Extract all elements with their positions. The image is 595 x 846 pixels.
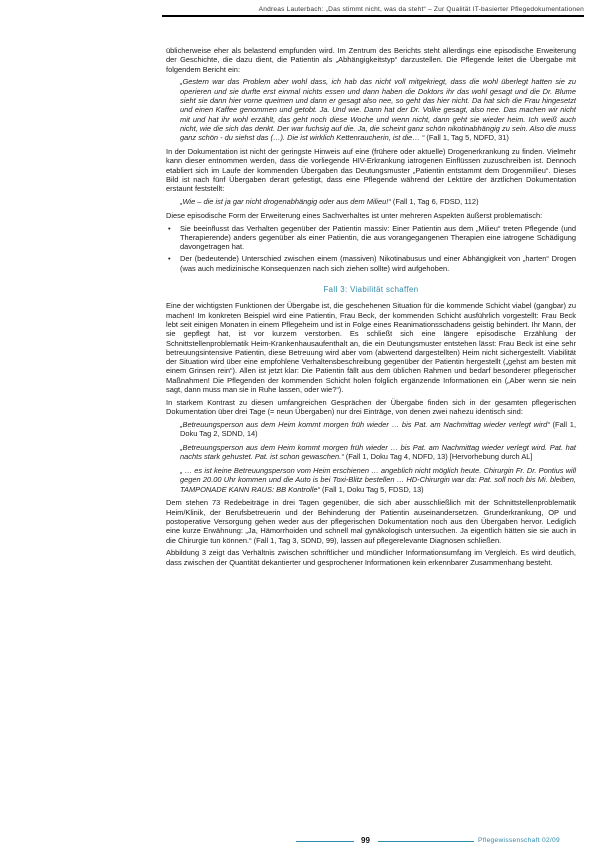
quote-3-citation: (Fall 1, Doku Tag 2, SDND, 14) <box>180 419 577 439</box>
list-item <box>168 254 576 273</box>
quote-2-text: „Wie – die ist ja gar nicht drogenabhängig oder aus dem Milieu!“ <box>180 196 391 206</box>
bullet-icon: • <box>168 223 171 233</box>
quote-5 <box>180 466 576 494</box>
list-item <box>168 223 576 252</box>
paragraph-4: Eine der wichtigsten Funktionen der Übergabe ist, die geschehenen Situation für die kommende Schicht viabel (gangbar) zu machen! Im konkreten Beispiel wird eine Patientin, Frau Beck, der kommenden Schicht ausführlich vorgestellt: Frau Beck lebt seit einigen Monaten in einem Pflegeheim und ist in Folge eines Reanimationsschadens geistig behindert. Ihr Mann, der sie gepflegt hat, ist vor kurzem verstorben. Es schließt sich eine längere episodische Erzählung der Schnittstellenproblematik Heim-Krankenhausaufenthalt an, die ein Deutungsmuster entstehen lässt: Frau Beck ist eine sehr betreuungsintensive Patientin, diese Betreuung wird aber vom (abwertend dargestellten) Heim nicht sichergestellt. Viabilität der Situation wird über eine empfohlene Verhaltensbeschreibung gegenüber der Patientin hergestellt („gehst am besten mit einem Grinsen rein“). Allen ist jetzt klar: Die Patientin fällt aus dem üblichen Rahmen und bedarf besonderer pflegerischer Maßnahmen! Die Pflegenden der kommenden Schicht holen folglich ergänzende Informationen ein („Aber wenn sie nein sagt, dann muss man sie in Ruhe lassen, oder wie?“). <box>166 301 576 394</box>
paragraph-7: Abbildung 3 zeigt das Verhältnis zwischen schriftlicher und mündlicher Informationsumfang im Vergleich. Es wird deutlich, dass zwischen der Quantität dekantierter und gesprochener Informationen kein erkennbarer Zusammenhang besteht. <box>166 548 576 567</box>
article-body <box>166 46 576 571</box>
journal-name: Pflegewissenschaft 02/09 <box>478 837 560 844</box>
header-rule <box>162 15 584 17</box>
quote-4-citation: (Fall 1, Doku Tag 4, NDFD, 13) [Hervorhebung durch AL] <box>343 452 533 462</box>
quote-1-text: „Gestern war das Problem aber wohl dass, ich hab das nicht voll mitgekriegt, dass die wohl überlegt hatten sie zu operieren und sie durfte erst einmal nichts essen und dann haben die Doktors ihr das wohl gesagt und die Dr. Blume sieht sie dann hier vorne queimen und dann er gesagt also nee, so geht das hier nicht. Da hat sich die Frau hingesetzt und einen Kaffee genommen und getobt. Ja. Und wie. Dann hat der Dr. Volke gesagt, also nee. Das machen wir nicht mit und hat ihr wohl erzählt, das geht noch diese Woche und wenn nicht, dann geht sie wieder heim. Ich weiß auch nicht, wie die sich das denkt. Der war fuchsig auf die. Ja, die scheint ganz schön nikotinabhängig zu sein. Also die muss ganz schön - du siehst das (…). Die ist wirklich Kettenraucherin, ist die… “ <box>180 77 576 143</box>
quote-1 <box>180 77 576 142</box>
quote-4 <box>180 443 576 462</box>
paragraph-1: üblicherweise eher als belastend empfunden wird. Im Zentrum des Berichts steht allerdings eine episodische Erweiterung der Geschichte, die dazu dient, die Patientin als „Abhängigkeitstyp“ darzustellen. Die Pflegende leitet die Übergabe mit folgendem Bericht ein: <box>166 46 576 74</box>
list-item-text: Sie beeinflusst das Verhalten gegenüber der Patientin massiv: Einer Patientin aus dem „Milieu“ treten Pflegende (und Therapierende) anders gegenüber als einer Patientin, die aus vorangegangenen Therapien eine iatrogene Schädigung davongetragen hat. <box>180 223 576 252</box>
bullet-list <box>166 224 576 273</box>
bullet-icon: • <box>168 254 171 264</box>
quote-4-text: „Betreuungsperson aus dem Heim kommt morgen früh wieder … bis Pat. am Nachmittag wieder verlegt wird. Pat. hat nachts stark gehustet. Pat. ist schon gewaschen.“ <box>180 442 576 462</box>
quote-5-citation: (Fall 1, Doku Tag 5, FDSD, 13) <box>319 484 424 494</box>
paragraph-5: In starkem Kontrast zu diesen umfangreichen Gesprächen der Übergabe finden sich in der gesamten pflegerischen Dokumentation über drei Tage (= neun Übergaben) nur drei Einträge, von denen zwei nahezu identisch sind: <box>166 397 576 417</box>
page-number: 99 <box>361 836 370 845</box>
quote-3 <box>180 420 576 439</box>
running-header: Andreas Lauterbach: „Das stimmt nicht, was da steht“ – Zur Qualität IT-basierter Pflegedokumentationen <box>258 6 584 13</box>
quote-1-citation: (Fall 1, Tag 5, NDFD, 31) <box>424 133 509 143</box>
list-item-text: Der (bedeutende) Unterschied zwischen einem (massiven) Nikotinabusus und einer Abhängigkeit von „harten“ Drogen (was auch medizinische Konsequenzen nach sich ziehen sollte) wird aufgehoben. <box>180 254 576 273</box>
quote-5-text: „ … es ist keine Betreuungsperson vom Heim erschienen … angeblich nicht möglich heute. Chirurgin Fr. Dr. Pontius will gegen 20.00 Uhr kommen und die Auto is bei Toxi-Blitz bestellen … HD-Chirurgin war da: Pat. soll noch bis Mi. bleiben, TAMPONADE KANN RAUS: BB Kontrolle“ <box>180 466 576 494</box>
paragraph-3: Diese episodische Form der Erweiterung eines Sachverhaltes ist unter mehreren Aspekten äußerst problematisch: <box>166 210 543 220</box>
quote-2 <box>180 197 576 206</box>
quote-3-text: „Betreuungsperson aus dem Heim kommt morgen früh wieder … bis Pat. am Nachmittag wieder verlegt wird“ <box>180 419 550 429</box>
section-heading: Fall 3: Viabilität schaffen <box>323 285 419 295</box>
paragraph-2: In der Dokumentation ist nicht der geringste Hinweis auf eine (frühere oder aktuelle) Drogenerkrankung zu finden. Vielmehr kann dieser entnommen werden, dass die vorliegende HIV-Erkrankung iatrogenen Einflüssen zuzuschreiben ist. Dennoch etabliert sich im Laufe der kommenden Übergaben das Deutungsmuster „Patientin entstammt dem Drogenmilieu“. Dieses Bild ist nach fünf Übergaben derart gefestigt, dass eine Pflegende während der Lektüre der ärztlichen Dokumentation erstaunt feststellt: <box>166 146 576 194</box>
paragraph-6: Dem stehen 73 Redebeiträge in drei Tagen gegenüber, die sich aber ausschließlich mit der Schnittstellenproblematik Heim/Klinik, der Berufsbetreuerin und der Behinderung der Patientin auseinandersetzen. Grunderkrankung, OP und postoperative Versorgung gehen weder aus der pflegerischen Dokumentation noch aus den Übergaben hervor. Lediglich eine kurze Erwähnung: „Ja, Hämorrhoiden und schnell mal gynäkologisch untersuchen. Ja eigentlich hätten sie sie auch in die Chirurgie tun können.“ (Fall 1, Tag 3, SDND, 99), lassen auf pflegerelevante Diagnosen schließen. <box>166 498 576 545</box>
quote-2-citation: (Fall 1, Tag 6, FDSD, 112) <box>390 196 479 206</box>
